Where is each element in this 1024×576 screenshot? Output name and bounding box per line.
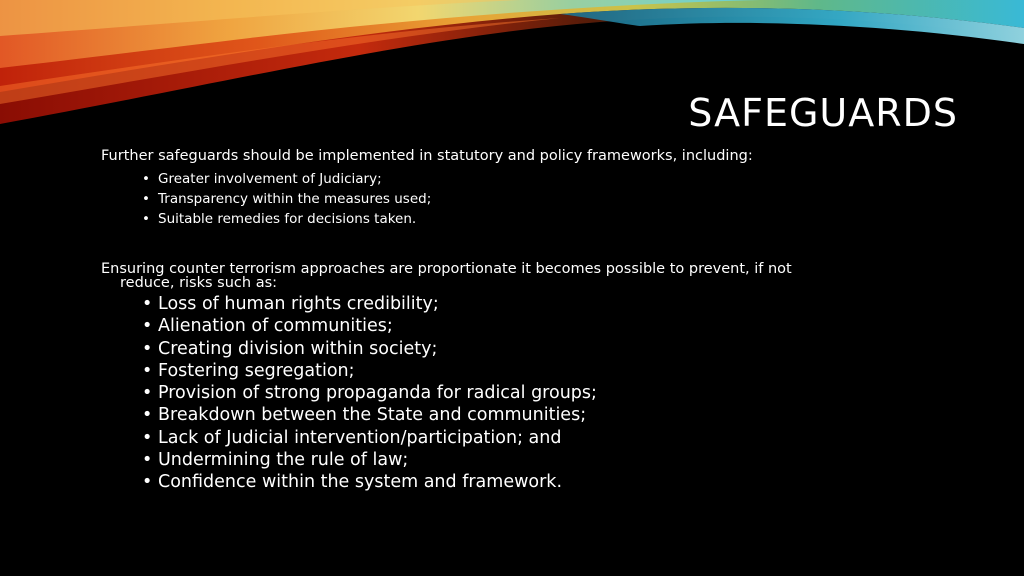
list-item: • Greater involvement of Judiciary; xyxy=(142,171,382,187)
bullet-dot-icon: • xyxy=(142,405,153,426)
list-item: • Lack of Judicial intervention/participation; and xyxy=(142,427,562,448)
bullet-dot-icon: • xyxy=(142,191,150,207)
slide-body xyxy=(101,149,821,494)
list-item: • Confidence within the system and framework. xyxy=(142,472,563,493)
list-item: • Fostering segregation; xyxy=(142,360,355,381)
list-item: • Transparency within the measures used; xyxy=(142,191,432,207)
slide-title: SAFEGUARDS xyxy=(688,91,958,135)
bullet-dot-icon: • xyxy=(142,472,153,493)
paragraph-proportionate-approaches: Ensuring counter terrorism approaches are proportionate it becomes possible to prevent, if not reduce, risks such as: xyxy=(101,261,792,291)
bullet-dot-icon: • xyxy=(142,211,150,227)
paragraph-further-safeguards: Further safeguards should be implemented in statutory and policy frameworks, including: xyxy=(101,148,753,164)
list-item: • Alienation of communities; xyxy=(142,316,393,337)
list-item: • Loss of human rights credibility; xyxy=(142,294,439,314)
bullet-dot-icon: • xyxy=(142,427,153,448)
bullet-dot-icon: • xyxy=(142,294,153,314)
risks-list xyxy=(101,293,821,494)
list-item: • Breakdown between the State and communities; xyxy=(142,405,587,426)
bullet-dot-icon: • xyxy=(142,316,153,337)
bullet-dot-icon: • xyxy=(142,383,153,404)
list-item: • Creating division within society; xyxy=(142,338,438,359)
bullet-dot-icon: • xyxy=(142,360,153,381)
list-item: • Provision of strong propaganda for radical groups; xyxy=(142,383,597,404)
bullet-dot-icon: • xyxy=(142,338,153,359)
spacer xyxy=(101,229,821,262)
bullet-dot-icon: • xyxy=(142,171,150,187)
safeguards-list xyxy=(101,169,821,229)
bullet-dot-icon: • xyxy=(142,450,153,471)
list-item: • Undermining the rule of law; xyxy=(142,450,409,471)
list-item: • Suitable remedies for decisions taken. xyxy=(142,211,417,227)
